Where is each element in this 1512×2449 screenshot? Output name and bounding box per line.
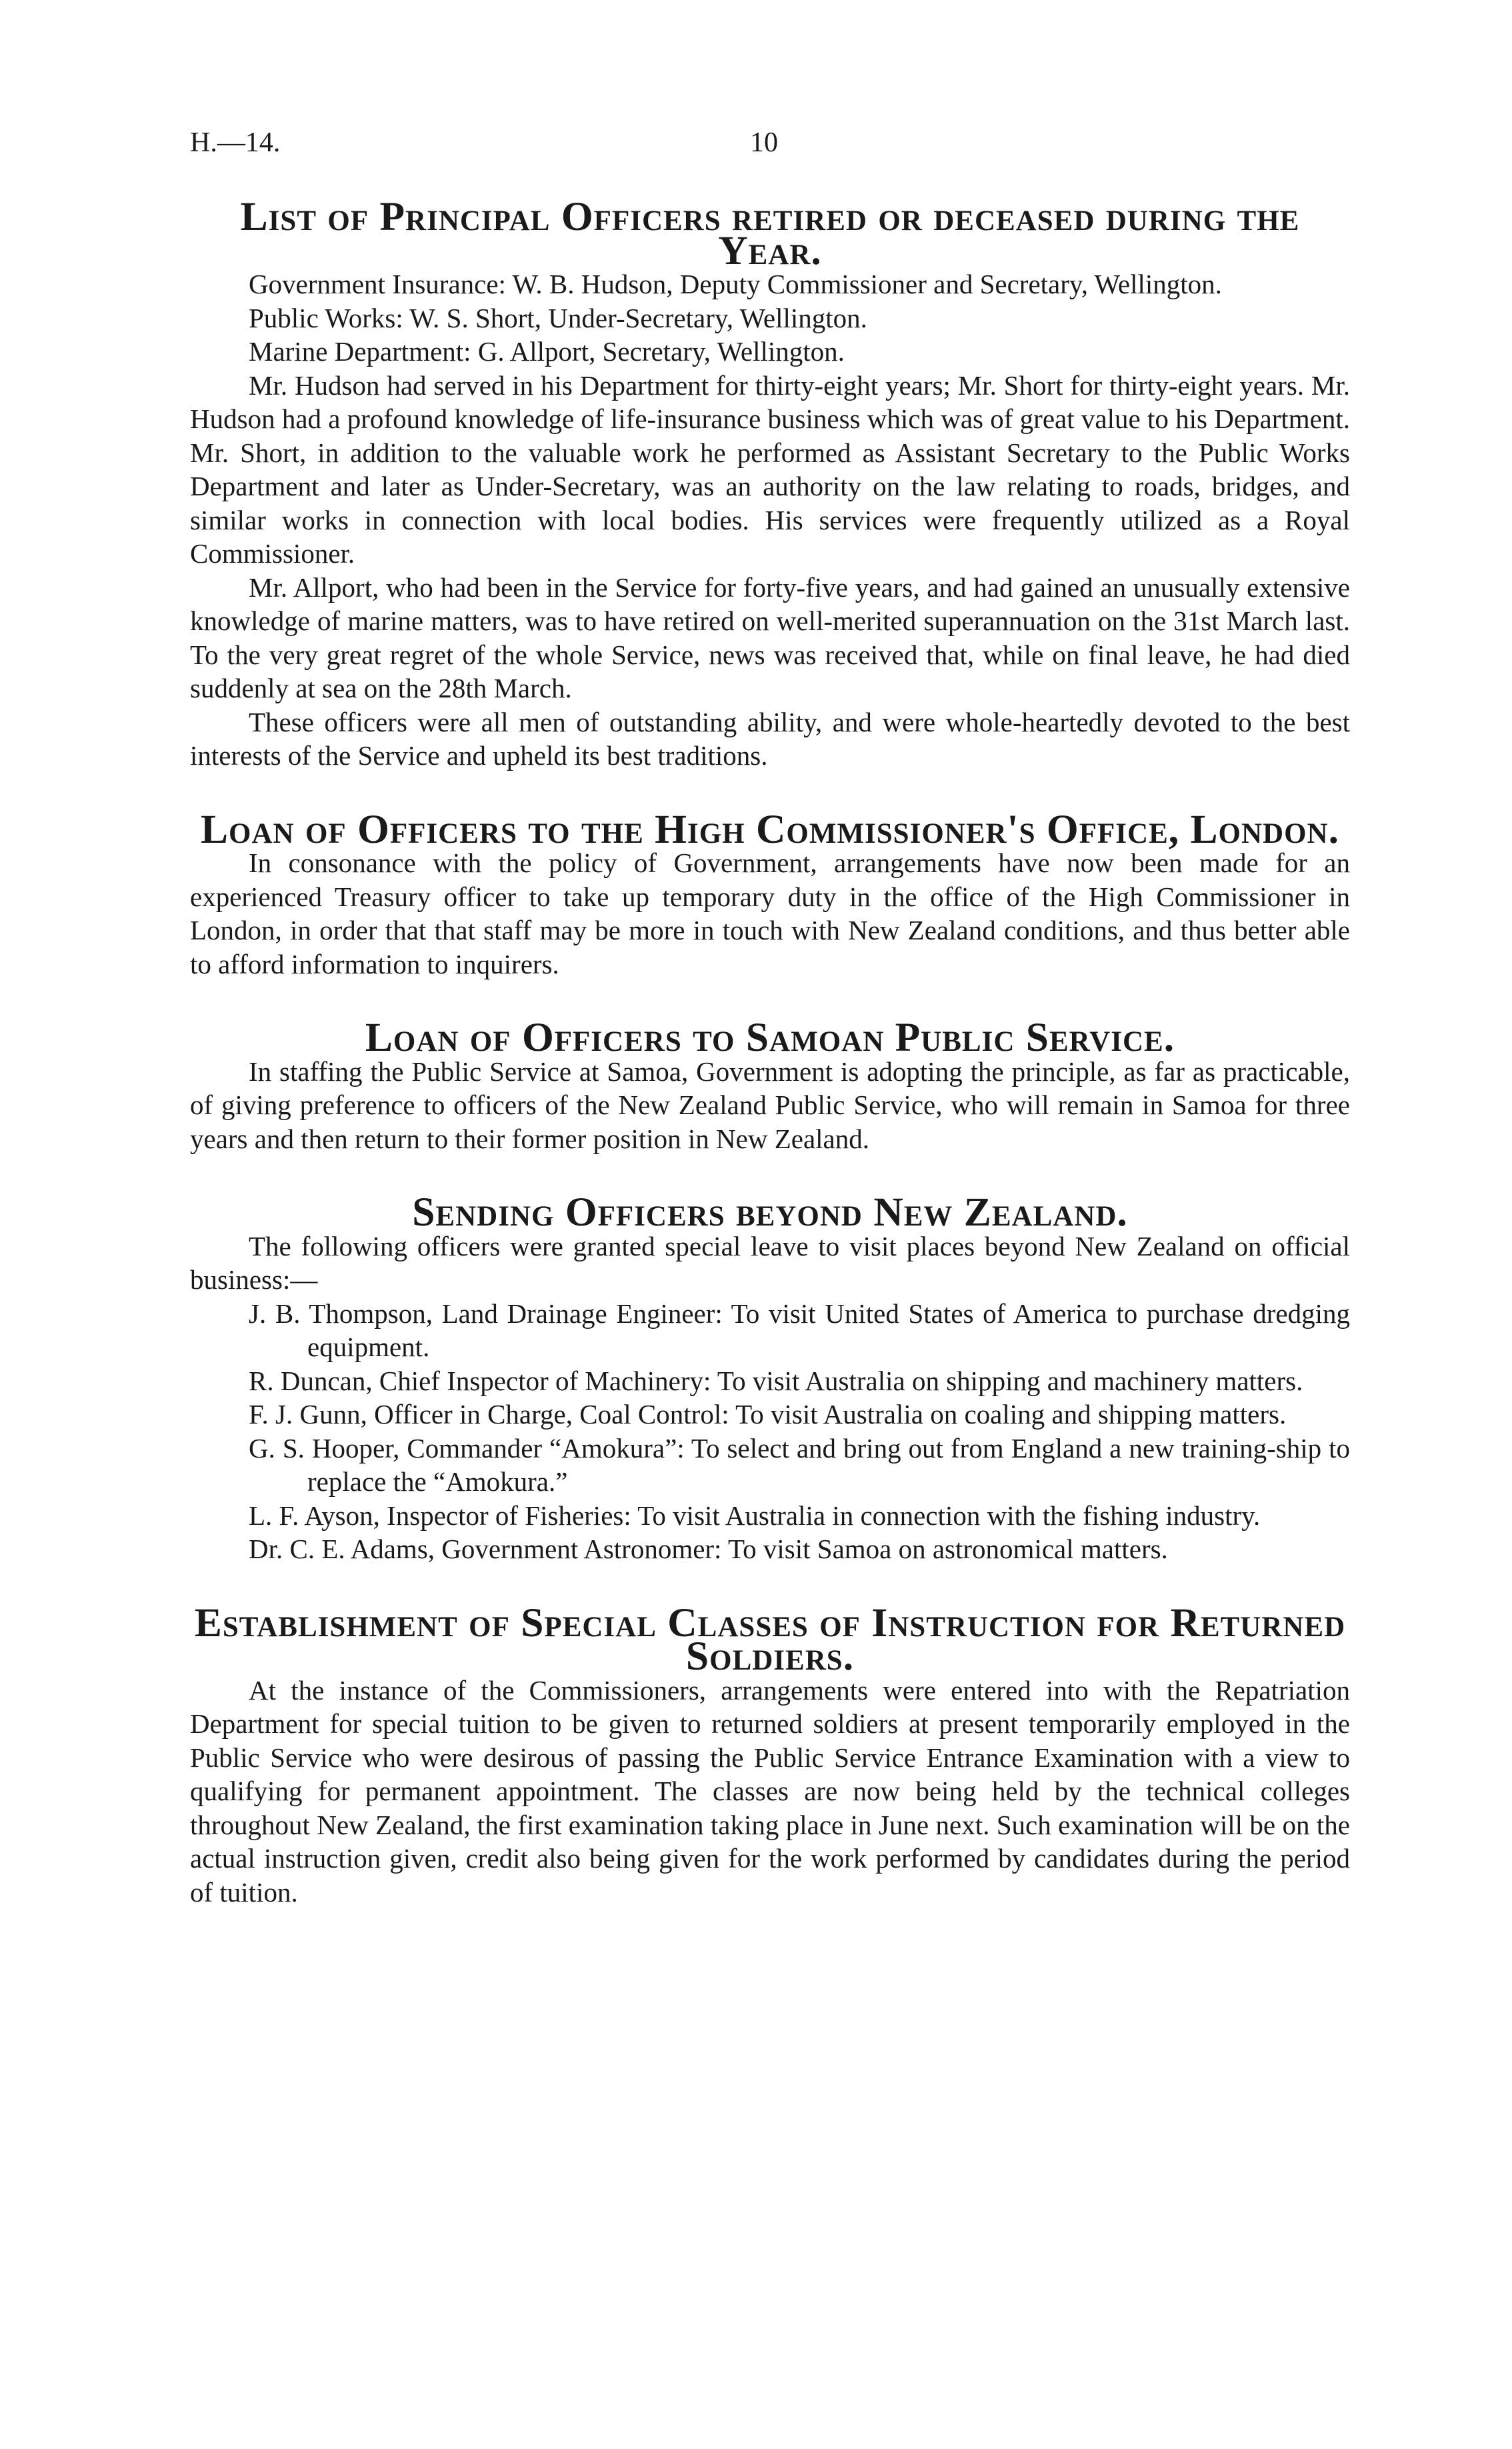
retired-officers-list xyxy=(190,267,1350,369)
section-heading: Establishment of Special Classes of Instruction for Returned Soldiers. xyxy=(194,1600,1346,1679)
list-item: L. F. Ayson, Inspector of Fisheries: To visit Australia in connection with the fishing industry. xyxy=(249,1500,1261,1531)
list-item: G. S. Hooper, Commander “Amokura”: To select and bring out from England a new training-ship to replace the “Amokura.” xyxy=(249,1432,1350,1497)
section-sending-officers xyxy=(190,1189,1350,1566)
list-item: Marine Department: G. Allport, Secretary, Wellington. xyxy=(249,336,845,367)
paragraph: The following officers were granted special leave to visit places beyond New Zealand on official business:— xyxy=(190,1230,1350,1295)
section-heading: Loan of Officers to the High Commissioner's Office, London. xyxy=(201,806,1339,852)
section-retired-officers xyxy=(190,194,1350,773)
section-london-loan xyxy=(190,806,1350,981)
document-body xyxy=(190,194,1350,1909)
list-item: J. B. Thompson, Land Drainage Engineer: To visit United States of America to purchase dredging equipment. xyxy=(249,1298,1350,1362)
list-item: Public Works: W. S. Short, Under-Secretary, Wellington. xyxy=(249,302,867,333)
travelling-officers-list xyxy=(190,1297,1350,1566)
section-heading: Sending Officers beyond New Zealand. xyxy=(412,1189,1128,1235)
section-returned-soldiers xyxy=(190,1600,1350,1910)
page-header xyxy=(190,127,1350,167)
paragraph: In staffing the Public Service at Samoa, Government is adopting the principle, as far as practicable, of giving preference to officers of the New Zealand Public Service, who will remain in Samoa for three years and then return to their former position in New Zealand. xyxy=(190,1055,1350,1154)
paragraph: In consonance with the policy of Government, arrangements have now been made for an experienced Treasury officer to take up temporary duty in the office of the High Commissioner in London, in order that that staff may be more in touch with New Zealand conditions, and thus better able to afford information to inquirers. xyxy=(190,847,1350,979)
list-item: R. Duncan, Chief Inspector of Machinery: To visit Australia on shipping and machinery matters. xyxy=(249,1365,1303,1396)
page-number: 10 xyxy=(750,127,778,158)
list-item: Government Insurance: W. B. Hudson, Deputy Commissioner and Secretary, Wellington. xyxy=(249,269,1222,299)
list-item: F. J. Gunn, Officer in Charge, Coal Control: To visit Australia on coaling and shipping matters. xyxy=(249,1399,1287,1430)
section-samoa-loan xyxy=(190,1015,1350,1155)
paragraph: Mr. Allport, who had been in the Service for forty-five years, and had gained an unusually extensive knowledge of marine matters, was to have retired on well-merited superannuation on the 31st March last. To the very great regret of the whole Service, news was received that, while on final leave, he had died suddenly at sea on the 28th March. xyxy=(190,571,1350,703)
section-heading: List of Principal Officers retired or deceased during the Year. xyxy=(240,194,1300,273)
paragraph: Mr. Hudson had served in his Department for thirty-eight years; Mr. Short for thirty-eight years. Mr. Hudson had a profound knowledge of life-insurance business which was of great value to his Department. Mr. Short, in addition to the valuable work he performed as Assistant Secretary to the Public Works Department and later as Under-Secretary, was an authority on the law relating to roads, bridges, and similar works in connection with local bodies. His services were frequently utilized as a Royal Commissioner. xyxy=(190,369,1350,569)
section-heading: Loan of Officers to Samoan Public Service. xyxy=(365,1015,1175,1060)
list-item: Dr. C. E. Adams, Government Astronomer: To visit Samoa on astronomical matters. xyxy=(249,1534,1168,1564)
document-reference: H.—14. xyxy=(190,127,281,158)
paragraph: At the instance of the Commissioners, arrangements were entered into with the Repatriation Department for special tuition to be given to returned soldiers at present temporarily employed in the Public Service who were desirous of passing the Public Service Entrance Examination with a view to qualifying for permanent appointment. The classes are now being held by the technical colleges throughout New Zealand, the first examination taking place in June next. Such examination will be on the actual instruction given, credit also being given for the work performed by candidates during the period of tuition. xyxy=(190,1674,1350,1908)
paragraph: These officers were all men of outstanding ability, and were whole-heartedly devoted to the best interests of the Service and upheld its best traditions. xyxy=(190,706,1350,771)
